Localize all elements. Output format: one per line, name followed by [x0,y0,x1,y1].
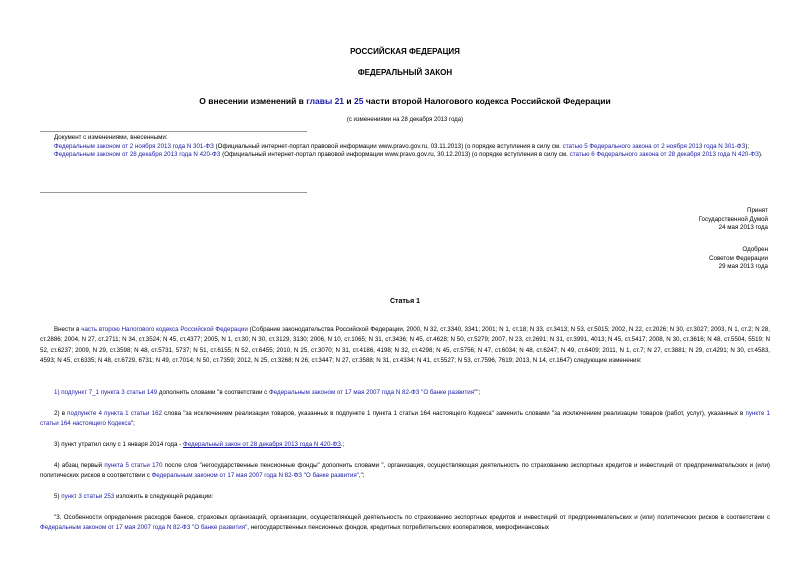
change-1-article-link[interactable]: статью 5 Федерального закона от 2 ноября 2013 года N 301-ФЗ [562,142,746,150]
revision-subtitle: (с изменениями на 28 декабря 2013 года) [346,117,464,123]
law-title: О внесении изменений в главы 21 и 25 части второй Налогового кодекса Российской Федерации [199,96,611,106]
change-1-law-link[interactable]: Федеральным законом от 2 ноября 2013 года N 301-ФЗ [54,142,214,150]
tax-code-part2-link[interactable]: часть второю Налогового кодекса Российской Федерации [81,326,248,333]
item-2-paragraph: 2) в подпункте 4 пункта 1 статьи 162 слова "за исключением реализации товаров, указанных в подпункте 1 пункта 1 статьи 164 настоящего Кодекса" заменить словами "за исключением реализации товаров (работ, услуг), указанных в пункте 1 статьи 164 настоящего Кодекса"; [40,410,770,428]
article-heading: Статья 1 [389,298,421,305]
adopted-block [699,207,768,233]
item-1-law-link[interactable]: Федеральным законом от 17 мая 2007 года N 82-ФЗ "О банке развития" [268,389,477,396]
change-item-2: Федеральным законом от 28 декабря 2013 года N 420-ФЗ (Официальный интернет-портал правовой информации www.pravo.gov.ru, 30.12.2013) (о порядке вступления в силу см. статью 6 Федерального закона от 28 декабря 2013 года N 420-ФЗ). [54,151,763,158]
approved-label: Одобрен [742,246,768,253]
bottom-divider [40,192,307,193]
change-2-law-link[interactable]: Федеральным законом от 28 декабря 2013 года N 420-ФЗ [54,151,221,158]
adopted-label: Принят [747,207,768,214]
change-2-article-link[interactable]: статью 6 Федерального закона от 28 декабря 2013 года N 420-ФЗ [569,151,759,158]
item-4-clause-link[interactable]: пункта 5 статьи 170 [104,462,163,469]
item-3-law-link[interactable]: Федеральный закон от 28 декабря 2013 года N 420-ФЗ [182,441,341,448]
item-5-clause-link[interactable]: пункт 3 статьи 253 [61,493,115,500]
title-link-chapter-25[interactable]: 25 [353,96,364,106]
law-type-heading: ФЕДЕРАЛЬНЫЙ ЗАКОН [357,68,453,77]
item-4-law-link[interactable]: Федеральным законом от 17 мая 2007 года N 82-ФЗ "О банке развития" [151,472,359,480]
adopted-date: 24 мая 2013 года [718,224,768,231]
top-divider [40,131,307,132]
approved-block [709,246,768,272]
title-link-chapter-21[interactable]: главы 21 [306,96,345,106]
new-clause-3-paragraph: "3. Особенности определения расходов банков, страховых организаций, организации, осуществляющей деятельность по страхованию экспортных кредитов и инвестиций от предпринимательских и (или) политических рисков в соответствии с Федеральным законом от 17 мая 2007 года N 82-ФЗ "О банке развития", негосударственных пенсионных фондов, кредитных потребительских кооперативов, микрофинансовых [40,514,770,532]
article-intro-paragraph: Внести в часть второю Налогового кодекса Российской Федерации (Собрание законодательства Российской Федерации, 2000, N 32, ст.3340, 3341; 2001; N 1, ст.18; N 33, ст.3413; N 53, ст.5015; 2002, N 22, ст.2026; N 30, ст.3027; 2003, N 1, ст.2; N 28, ст.2886; 2004, N 27, ст.2711; N 34, ст.3524; N 45, ст.4377; 2005, N 1, ст.30; N 30, ст.3129, 3130; 2006, N 10, ст.1065; N 31, ст.3436; N 45, ст.4628; N 50, ст.5279; 2007, N 23, ст.2691; N 31, ст.3991, 4013; N 45, ст.5417; 2008, N 30, ст.3616; N 48, ст.5504, 5519; N 52, ст.6237; 2009, N 29, ст.3598; N 48, ст.5731, 5737; N 51, ст.6155; N 52, ст.6455; 2010, N 25, ст.3070; N 31, ст.4186, 4198; N 32, ст.4298; N 45, ст.5756; N 47, ст.6034; N 48, ст.6247; N 49, ст.6409; 2011, N 1, ст.7; N 27, ст.3881; N 29, ст.4291; N 30, ст.4583, 4593; N 45, ст.6335; N 48, ст.6729, 6731; N 49, ст.7014; N 50, ст.7359; 2012, N 25, ст.3268; N 26, ст.3447; N 27, ст.3588; N 31, ст.4334; N 41, ст.5527; N 53, ст.7596, 7619; 2013, N 14, ст.1647) следующие изменения: [40,326,770,364]
approved-date: 29 мая 2013 года [718,263,768,270]
item-1-subclause-link[interactable]: 1) подпункт 7_1 пункта 3 статьи 149 [54,389,158,396]
item-2-article-link[interactable]: пункте 1 статьи 164 настоящего Кодекса [40,410,770,428]
country-heading: РОССИЙСКАЯ ФЕДЕРАЦИЯ [350,47,460,56]
item-3-paragraph: 3) пункт утратил силу с 1 января 2014 года - Федеральный закон от 28 декабря 2013 года N 420-ФЗ.; [54,441,345,448]
changes-block [40,134,770,160]
approved-body: Советом Федерации [709,254,768,262]
item-1-paragraph: 1) подпункт 7_1 пункта 3 статьи 149 дополнить словами "в соответствии с Федеральным законом от 17 мая 2007 года N 82-ФЗ "О банке развития""; [54,389,481,396]
changes-intro: Документ с изменениями, внесенными: [54,134,168,141]
new-clause-law-link[interactable]: Федеральным законом от 17 мая 2007 года N 82-ФЗ "О банке развития" [40,524,248,532]
item-5-paragraph: 5) пункт 3 статьи 253 изложить в следующей редакции: [54,493,214,500]
change-item-1: Федеральным законом от 2 ноября 2013 года N 301-ФЗ (Официальный интернет-портал правовой информации www.pravo.gov.ru, 03.11.2013) (о порядке вступления в силу см. статью 5 Федерального закона от 2 ноября 2013 года N 301-ФЗ); [54,142,750,150]
item-4-paragraph: 4) абзац первый пункта 5 статьи 170 после слов "негосударственные пенсионные фонды" дополнить словами ", организация, осуществляющая деятельность по страхованию экспортных кредитов и инвестиций от предпринимательских и (или) политических рисков в соответствии с Федеральным законом от 17 мая 2007 года N 82-ФЗ "О банке развития","; [40,462,770,480]
item-2-subclause-link[interactable]: подпункте 4 пункта 1 статьи 162 [67,410,162,417]
adopted-body: Государственной Думой [698,215,768,223]
